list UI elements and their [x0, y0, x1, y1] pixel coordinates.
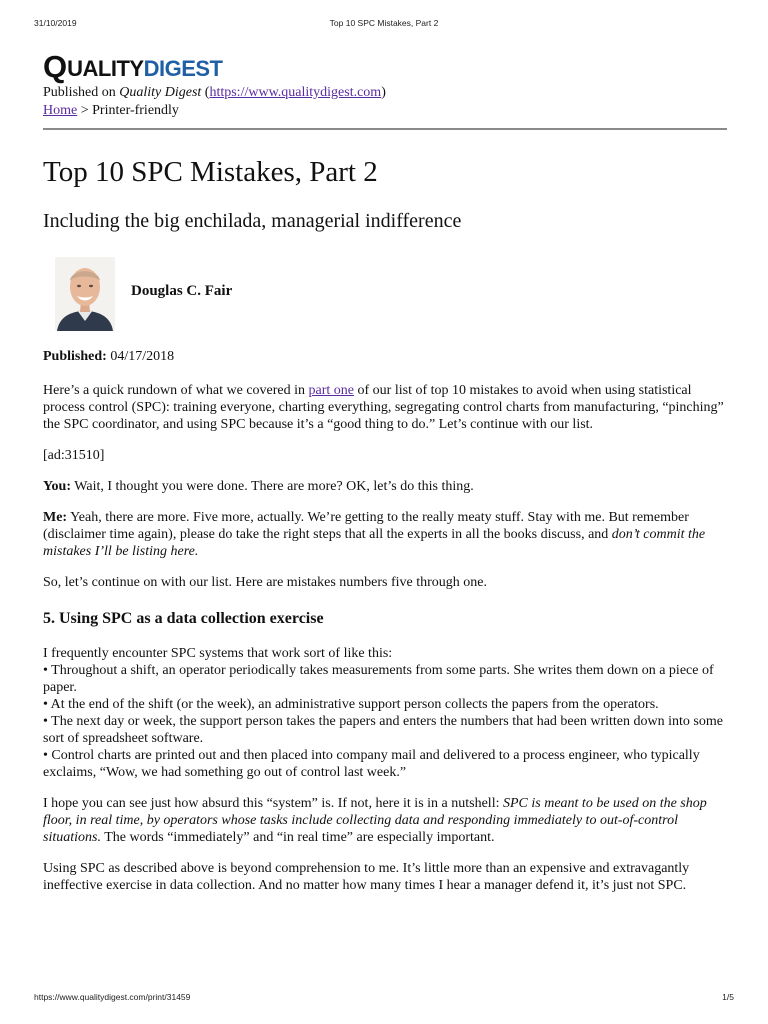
list-item: • Throughout a shift, an operator periodically takes measurements from some parts. She writes them down on a piece of paper.: [43, 663, 714, 695]
list-item: • The next day or week, the support person takes the papers and enters the numbers that had been written down into some sort of spreadsheet software.: [43, 714, 723, 746]
quality-digest-logo: Q UALITY DIGEST: [43, 49, 223, 84]
author-avatar: [55, 257, 115, 331]
author-block: [43, 256, 727, 332]
article-subtitle: Including the big enchilada, managerial indifference: [43, 210, 462, 232]
list-item: • At the end of the shift (or the week), an administrative support person collects the papers from the operators.: [43, 697, 659, 712]
section-5-heading: 5. Using SPC as a data collection exercise: [43, 610, 324, 627]
published-date: 04/17/2018: [106, 349, 175, 364]
section-5-list: [43, 645, 727, 781]
page-number: 1/5: [722, 992, 734, 1002]
ad-placeholder: [ad:31510]: [43, 448, 105, 463]
print-footer: [0, 992, 768, 1006]
breadcrumb-home-link[interactable]: Home: [43, 103, 78, 118]
part-one-link[interactable]: part one: [308, 383, 355, 398]
print-header: [0, 18, 768, 32]
continue-paragraph: So, let’s continue on with our list. Here are mistakes numbers five through one.: [43, 575, 488, 590]
me-paragraph: Me: Yeah, there are more. Five more, actually. We’re getting to the really meaty stuff. Stay with me. But remember (disclaimer time again), please do take the right steps that all the experts in all the books discuss, and don’t commit the mistakes I’ll be listing here.: [43, 510, 706, 559]
breadcrumb: Home > Printer-friendly: [43, 103, 179, 118]
list-item: • Control charts are printed out and then placed into company mail and delivered to a process engineer, who typically exclaims, “Wow, we had something go out of control last week.”: [43, 748, 700, 780]
site-name: Quality Digest: [119, 85, 202, 100]
absurd-paragraph: I hope you can see just how absurd this “system” is. If not, here it is in a nutshell: SPC is meant to be used on the shop floor, in real time, by operators whose tasks include collecting data and responding immediately to out-of-control situations. The words “immediately” and “in real time” are especially important.: [43, 796, 707, 845]
author-name: Douglas C. Fair: [131, 282, 233, 299]
you-paragraph: You: Wait, I thought you were done. There are more? OK, let’s do this thing.: [43, 479, 474, 494]
header-divider: [43, 128, 727, 130]
print-date: 31/10/2019: [34, 18, 77, 28]
site-url-link[interactable]: https://www.qualitydigest.com: [209, 85, 382, 100]
published-date-line: Published: 04/17/2018: [43, 349, 175, 364]
print-title: Top 10 SPC Mistakes, Part 2: [329, 18, 439, 28]
breadcrumb-current: Printer-friendly: [92, 103, 179, 118]
print-url: https://www.qualitydigest.com/print/31459: [34, 992, 191, 1002]
article-title: Top 10 SPC Mistakes, Part 2: [43, 156, 378, 188]
closing-paragraph: Using SPC as described above is beyond comprehension to me. It’s little more than an expensive and extravagantly ineffective exercise in data collection. And no matter how many times I hear a manager defend it, it’s just not SPC.: [43, 861, 690, 893]
section-5-intro: I frequently encounter SPC systems that work sort of like this:: [43, 646, 393, 661]
published-on-line: Published on Quality Digest (https://www.qualitydigest.com): [43, 85, 386, 100]
author-photo-icon: [55, 257, 115, 331]
intro-paragraph: Here’s a quick rundown of what we covered in part one of our list of top 10 mistakes to avoid when using statistical process control (SPC): training everyone, charting everything, segregating control charts from manufacturing, “pinching” the SPC coordinator, and using SPC because it’s a “good thing to do.” Let’s continue with our list.: [43, 383, 724, 432]
article-content: [43, 50, 727, 894]
